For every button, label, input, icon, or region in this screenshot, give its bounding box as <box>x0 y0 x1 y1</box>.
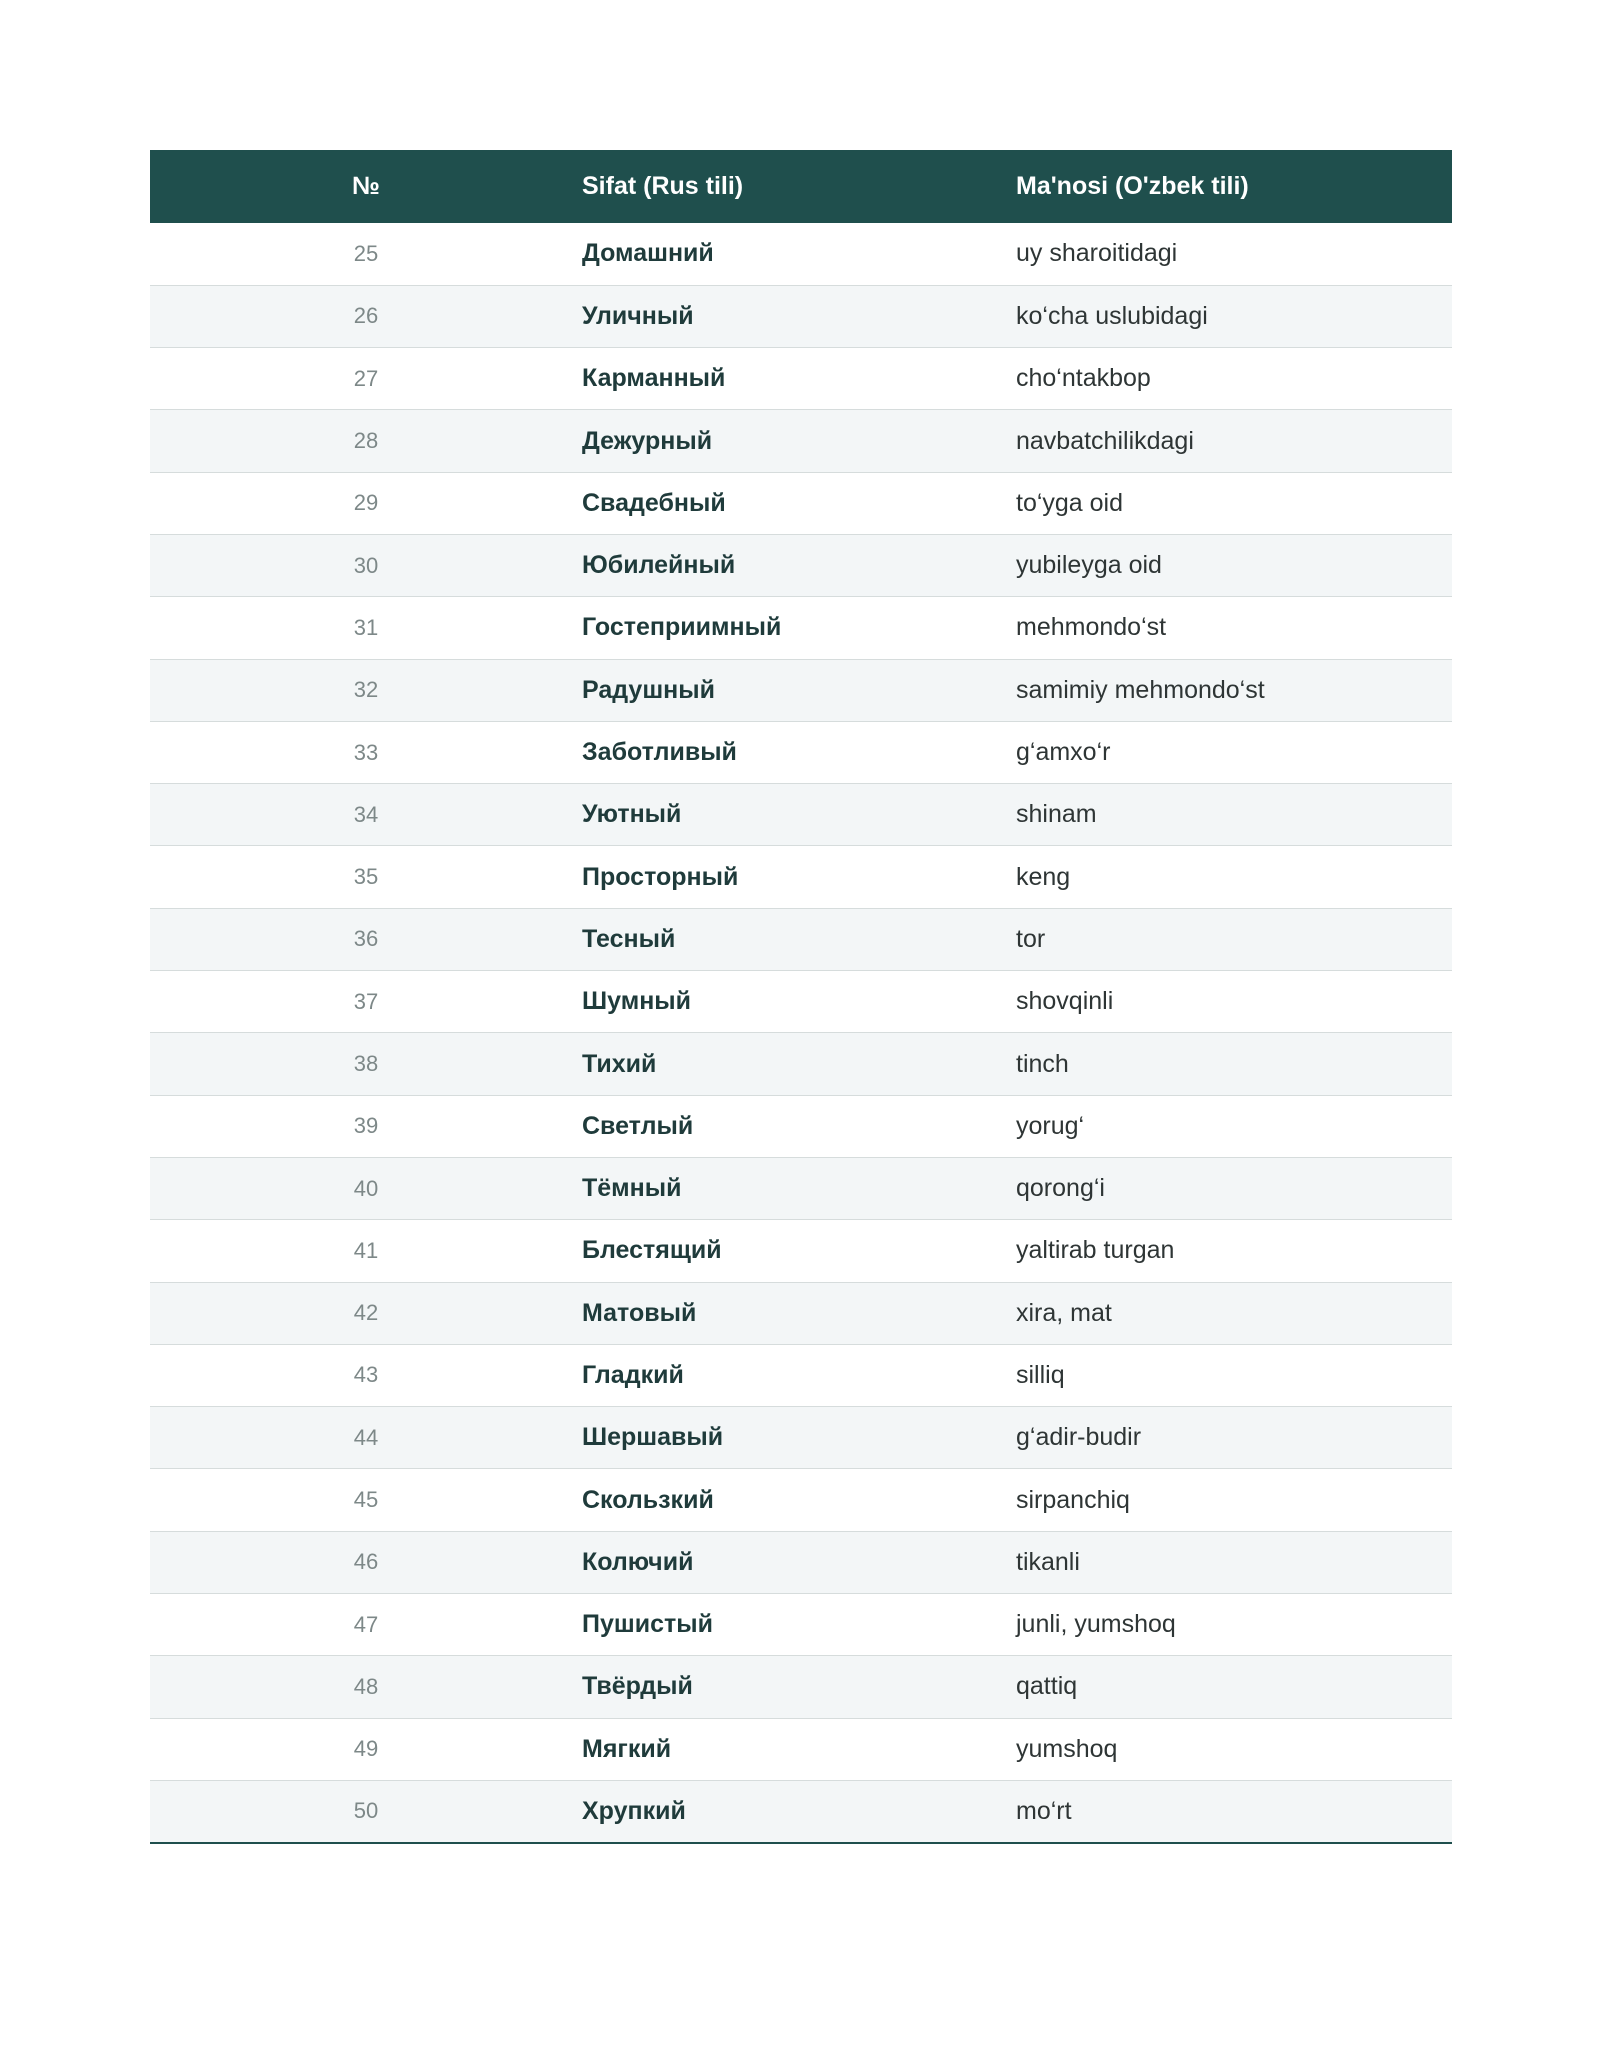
row-number: 33 <box>353 739 379 765</box>
uzbek-meaning: yubileyga oid <box>1016 551 1162 580</box>
russian-adjective: Шершавый <box>582 1423 724 1452</box>
header-number: № <box>352 172 380 200</box>
table-row <box>150 410 1452 472</box>
row-number: 46 <box>353 1549 379 1575</box>
table-row <box>150 1033 1452 1095</box>
row-number: 48 <box>353 1673 379 1699</box>
table-row <box>150 1780 1452 1842</box>
row-number: 39 <box>353 1113 379 1139</box>
row-number: 28 <box>353 428 379 454</box>
table-row <box>150 1531 1452 1593</box>
russian-adjective: Хрупкий <box>582 1796 686 1825</box>
russian-adjective: Твёрдый <box>582 1672 693 1701</box>
row-number: 38 <box>353 1051 379 1076</box>
row-number: 45 <box>353 1487 379 1513</box>
row-number: 49 <box>353 1736 379 1762</box>
table-row <box>150 971 1452 1033</box>
russian-adjective: Тесный <box>582 924 676 953</box>
row-number: 44 <box>353 1424 379 1450</box>
russian-adjective: Гостеприимный <box>582 613 782 642</box>
russian-adjective: Шумный <box>582 987 692 1016</box>
russian-adjective: Дежурный <box>582 426 713 455</box>
table-row <box>150 908 1452 970</box>
uzbek-meaning: g‘amxo‘r <box>1016 738 1111 767</box>
table-row <box>150 1344 1452 1406</box>
uzbek-meaning: qorong‘i <box>1016 1174 1105 1203</box>
table-row <box>150 597 1452 659</box>
table-row <box>150 223 1452 285</box>
row-number: 27 <box>353 365 379 391</box>
uzbek-meaning: shinam <box>1016 800 1097 829</box>
table-row <box>150 659 1452 721</box>
header-russian-adjective: Sifat (Rus tili) <box>582 172 744 200</box>
uzbek-meaning: silliq <box>1016 1360 1065 1389</box>
russian-adjective: Гладкий <box>582 1360 684 1389</box>
header-uzbek-meaning: Ma'nosi (O'zbek tili) <box>1016 172 1249 200</box>
russian-adjective: Колючий <box>582 1547 694 1576</box>
uzbek-meaning: shovqinli <box>1016 987 1114 1016</box>
table-row <box>150 348 1452 410</box>
row-number: 29 <box>353 490 379 516</box>
table-row <box>150 1718 1452 1780</box>
uzbek-meaning: ko‘cha uslubidagi <box>1016 301 1208 330</box>
row-number: 26 <box>353 303 379 329</box>
uzbek-meaning: mo‘rt <box>1016 1796 1072 1825</box>
document-page <box>150 150 1452 1844</box>
uzbek-meaning: junli, yumshoq <box>1016 1610 1176 1639</box>
table-row <box>150 1282 1452 1344</box>
russian-adjective: Мягкий <box>582 1734 672 1763</box>
uzbek-meaning: mehmondo‘st <box>1016 613 1167 642</box>
table-row <box>150 846 1452 908</box>
row-number: 41 <box>353 1237 379 1263</box>
russian-adjective: Пушистый <box>582 1610 713 1639</box>
uzbek-meaning: yorug‘ <box>1016 1111 1085 1140</box>
row-number: 43 <box>353 1362 379 1388</box>
table-header <box>150 150 1452 223</box>
uzbek-meaning: tor <box>1016 924 1046 953</box>
row-number: 30 <box>353 552 379 578</box>
row-number: 31 <box>353 614 379 640</box>
table-row <box>150 534 1452 596</box>
russian-adjective: Скользкий <box>582 1485 714 1514</box>
row-number: 50 <box>353 1798 379 1824</box>
table-row <box>150 1407 1452 1469</box>
russian-adjective: Тихий <box>582 1049 657 1078</box>
russian-adjective: Просторный <box>582 862 739 891</box>
table-body <box>150 223 1452 1843</box>
uzbek-meaning: yaltirab turgan <box>1016 1236 1175 1265</box>
row-number: 40 <box>353 1175 379 1201</box>
table-row <box>150 1095 1452 1157</box>
table-row <box>150 1157 1452 1219</box>
russian-adjective: Матовый <box>582 1298 697 1327</box>
table-row <box>150 472 1452 534</box>
russian-adjective: Домашний <box>582 239 714 268</box>
row-number: 34 <box>353 801 379 827</box>
russian-adjective: Юбилейный <box>582 551 736 580</box>
uzbek-meaning: xira, mat <box>1016 1298 1112 1327</box>
table-row <box>150 1594 1452 1656</box>
table-row <box>150 1220 1452 1282</box>
vocabulary-table <box>150 150 1452 1844</box>
russian-adjective: Радушный <box>582 675 715 704</box>
row-number: 25 <box>353 240 379 266</box>
uzbek-meaning: g‘adir-budir <box>1016 1423 1142 1452</box>
uzbek-meaning: keng <box>1016 862 1071 891</box>
header-row <box>150 150 1452 223</box>
uzbek-meaning: sirpanchiq <box>1016 1485 1130 1514</box>
table-row <box>150 1656 1452 1718</box>
uzbek-meaning: tinch <box>1016 1049 1069 1078</box>
uzbek-meaning: tikanli <box>1016 1547 1080 1576</box>
russian-adjective: Заботливый <box>582 738 737 767</box>
row-number: 47 <box>353 1611 379 1637</box>
uzbek-meaning: uy sharoitidagi <box>1016 239 1178 268</box>
table-row <box>150 784 1452 846</box>
row-number: 32 <box>353 677 379 703</box>
russian-adjective: Светлый <box>582 1111 694 1140</box>
row-number: 42 <box>353 1300 379 1326</box>
uzbek-meaning: qattiq <box>1016 1672 1078 1701</box>
uzbek-meaning: samimiy mehmondo‘st <box>1016 675 1265 704</box>
uzbek-meaning: to‘yga oid <box>1016 488 1124 517</box>
row-number: 35 <box>353 864 379 890</box>
russian-adjective: Уличный <box>582 301 694 330</box>
russian-adjective: Уютный <box>582 800 682 829</box>
uzbek-meaning: navbatchilikdagi <box>1016 426 1194 455</box>
russian-adjective: Тёмный <box>582 1174 682 1203</box>
table-row <box>150 721 1452 783</box>
uzbek-meaning: cho‘ntakbop <box>1016 364 1151 393</box>
russian-adjective: Карманный <box>582 364 726 393</box>
russian-adjective: Блестящий <box>582 1236 722 1265</box>
table-row <box>150 1469 1452 1531</box>
uzbek-meaning: yumshoq <box>1016 1734 1118 1763</box>
row-number: 37 <box>353 988 379 1014</box>
russian-adjective: Свадебный <box>582 488 726 517</box>
table-row <box>150 285 1452 347</box>
row-number: 36 <box>353 926 379 952</box>
